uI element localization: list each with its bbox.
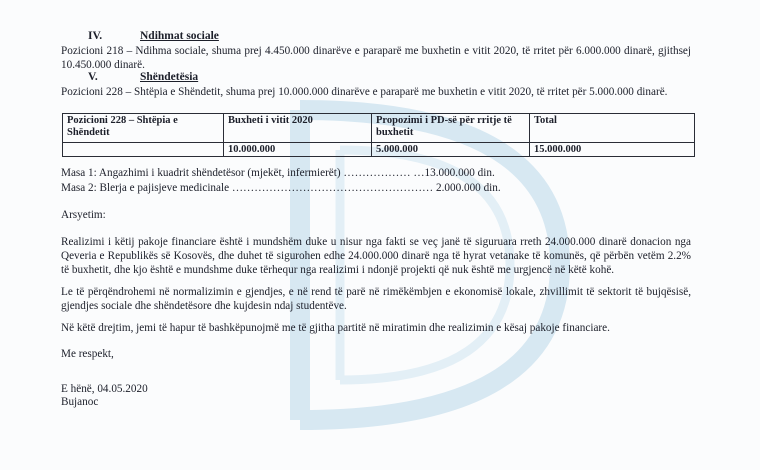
date-line: E hënë, 04.05.2020 <box>61 383 148 395</box>
measure-2: Masa 2: Blerja e pajisjeve medicinale ……………………………………………… 2.000.000 din. <box>61 182 501 194</box>
body-paragraph-3: Në këtë drejtim, jemi të hapur të bashkëpunojmë me të gjitha partitë në miratimin dhe realizimin e kësaj pakoje financiare. <box>61 322 610 334</box>
measure-1: Masa 1: Angazhimi i kuadrit shëndetësor (mjekët, infermierët) ……………… …13.000.000 din. <box>61 167 495 179</box>
table-header-row <box>63 114 695 143</box>
section-v-title: Shëndetësia <box>140 71 199 83</box>
arsyetim-label: Arsyetim: <box>61 209 106 221</box>
table-cell: 5.000.000 <box>372 143 530 157</box>
section-v-heading <box>88 71 388 85</box>
section-iv-number: IV. <box>88 30 103 42</box>
table-cell: 15.000.000 <box>530 143 695 157</box>
section-iv-paragraph: Pozicioni 218 – Ndihma sociale, shuma prej 4.450.000 dinarëve e paraparë me buxhetin e vitit 2020, të rritet për 6.000.000 dinarë, gjithsej 10.450.000 dinarë. <box>61 45 691 71</box>
section-iv-title: Ndihmat sociale <box>140 30 219 42</box>
table-header-cell: Buxheti i vitit 2020 <box>224 114 372 143</box>
table-header-cell: Total <box>530 114 695 143</box>
table-row <box>63 143 695 157</box>
section-v-number: V. <box>88 71 98 83</box>
table-cell <box>63 143 224 157</box>
table-header-cell: Pozicioni 228 – Shtëpia e Shëndetit <box>63 114 224 143</box>
body-paragraph-2: Le të përqëndrohemi në normalizimin e gjendjes, e në rend të parë në rimëkëmbjen e ekonomisë lokale, zhvillimit të sektorit të bujqësisë, gjendjes sociale dhe shëndetësore dhe kujdesin ndaj studentëve. <box>61 286 691 312</box>
table-header-cell: Propozimi i PD-së për rritje të buxhetit <box>372 114 530 143</box>
table-cell: 10.000.000 <box>224 143 372 157</box>
place-line: Bujanoc <box>61 396 99 408</box>
section-iv-heading <box>88 30 388 44</box>
body-paragraph-1: Realizimi i këtij pakoje financiare është i mundshëm duke u nisur nga fakti se veç janë të siguruara rreth 24.000.000 dinarë donacion nga Qeveria e Republikës së Kosovës, dhe duhet të sigurohen edhe 24.000.000 dinarë nga të hyrat vetanake të komunës, që përbën vetëm 2.2% të buxhetit, dhe kjo është e mundshme duke tërhequr nga realizimi i ndonjë projekti që nuk është me urgjencë në këtë kohë. <box>61 236 691 276</box>
budget-table <box>62 113 695 157</box>
closing-line: Me respekt, <box>61 348 114 360</box>
section-v-paragraph: Pozicioni 228 – Shtëpia e Shëndetit, shuma prej 10.000.000 dinarëve e paraparë me buxhetin e vitit 2020, të rritet për 5.000.000 dinarë. <box>61 86 668 98</box>
